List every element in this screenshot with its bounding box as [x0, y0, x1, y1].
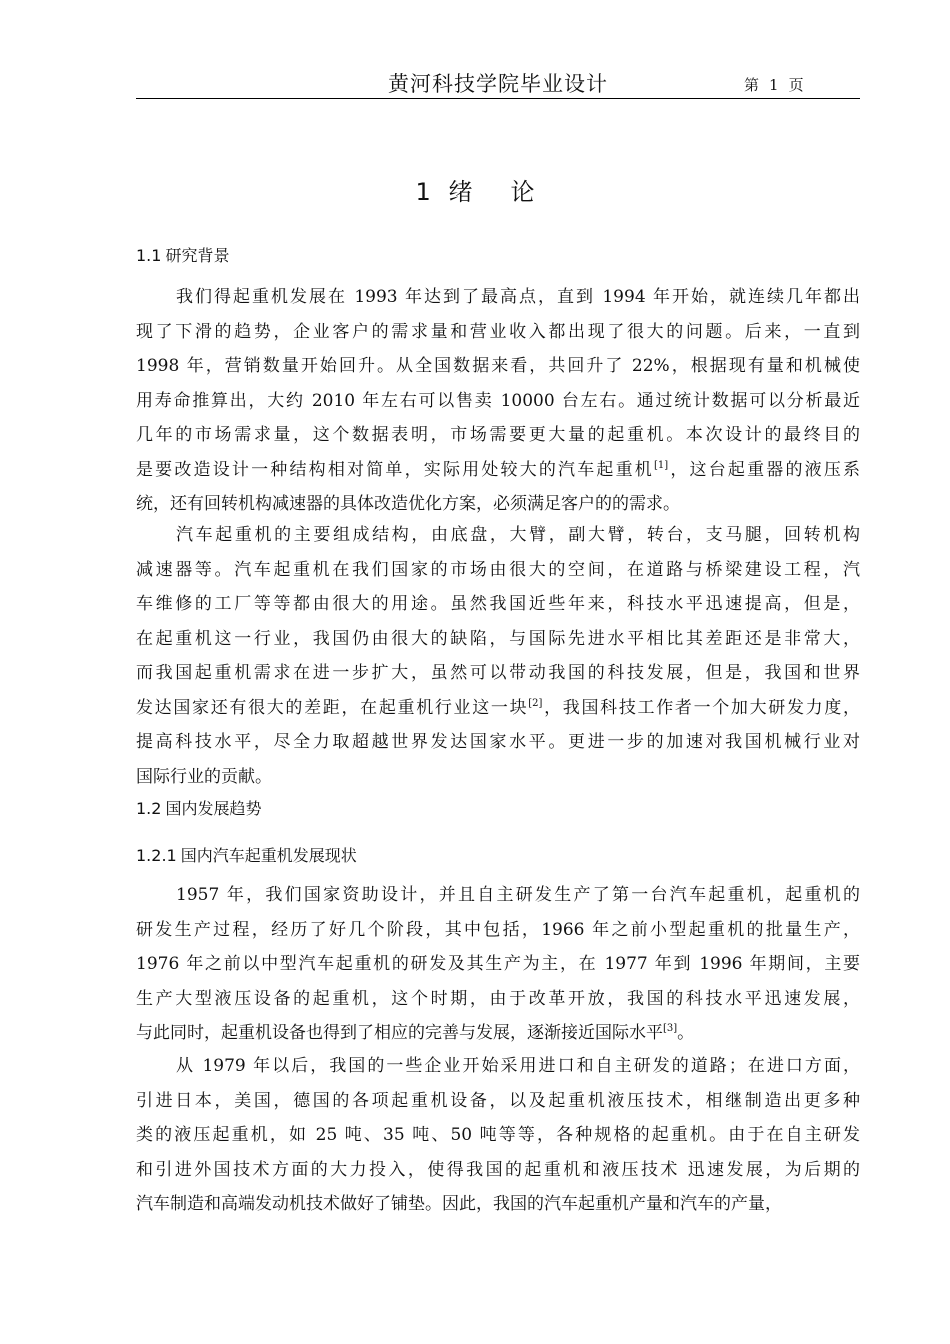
text-line: 几年的市场需求量，这个数据表明，市场需要更大量的起重机。本次设计的最终目的: [136, 425, 860, 445]
text-line: 用寿命推算出，大约 2010 年左右可以售卖 10000 台左右。通过统计数据可以分析最近: [136, 390, 860, 411]
text-line: 类的液压起重机，如 25 吨、35 吨、50 吨等等，各种规格的起重机。由于在自主研发: [136, 1125, 860, 1145]
text-line: 我们得起重机发展在 1993 年达到了最高点，直到 1994 年开始，就连续几年都出: [176, 287, 860, 307]
citation-ref: [2]: [528, 697, 543, 709]
text-line: 引进日本，美国，德国的各项起重机设备，以及起重机液压技术，相继制造出更多种: [136, 1090, 860, 1111]
text-line: 1998 年，营销数量开始回升。从全国数据来看，共回升了 22%，根据现有量和机械使: [136, 356, 860, 376]
text-line: 在起重机这一行业，我国仍由很大的缺陷，与国际先进水平相比其差距还是非常大，: [136, 628, 860, 649]
section-number: 1.2.1: [136, 846, 177, 865]
text-segment: 是要改造设计一种结构相对简单，实际用处较大的汽车起重机: [136, 459, 654, 480]
header-title: 黄河科技学院毕业设计: [388, 72, 608, 96]
page-suffix: 页: [788, 76, 804, 94]
text-line: 统，还有回转机构减速器的具体改造优化方案，必须满足客户的的需求。: [136, 494, 680, 514]
paragraph-1: [136, 280, 860, 522]
page-number: [739, 74, 809, 95]
text-line: 汽车制造和高端发动机技术做好了铺垫。因此，我国的汽车起重机产量和汽车的产量，: [136, 1194, 782, 1214]
citation-ref: [1]: [653, 459, 669, 471]
citation-ref: [3]: [663, 1023, 678, 1034]
section-number: 1.1: [136, 246, 162, 265]
page-prefix: 第: [744, 76, 760, 94]
text-segment: ，这台起重器的液压系: [668, 459, 861, 480]
section-title: 国内发展趋势: [165, 799, 262, 818]
chapter-number: 1: [415, 178, 431, 206]
text-line: 而我国起重机需求在进一步扩大，虽然可以带动我国的科技发展，但是，我国和世界: [136, 663, 860, 683]
text-line: 从 1979 年以后，我国的一些企业开始采用进口和自主研发的道路；在进口方面，: [176, 1056, 860, 1076]
section-title: 国内汽车起重机发展现状: [180, 846, 357, 865]
text-line: 车维修的工厂等等都由很大的用途。虽然我国近些年来，科技水平迅速提高，但是，: [136, 594, 860, 614]
text-line: 研发生产过程，经历了好几个阶段，其中包括，1966 年之前小型起重机的批量生产，: [136, 919, 860, 940]
paragraph-2: [136, 518, 860, 794]
text-line: 1976 年之前以中型汽车起重机的研发及其生产为主，在 1977 年到 1996 年期间，主要: [136, 954, 860, 974]
section-title: 研究背景: [165, 246, 230, 265]
text-line: 减速器等。汽车起重机在我们国家的市场由很大的空间，在道路与桥梁建设工程，汽: [136, 559, 860, 580]
text-line: [136, 691, 860, 726]
text-line: [136, 453, 860, 488]
section-heading-1-1: [136, 243, 229, 266]
text-line: [136, 1016, 860, 1051]
section-heading-1-2-1: [136, 843, 357, 866]
text-segment: ，我国科技工作者一个加大研发力度，: [542, 697, 861, 718]
chapter-title-char-1: 绪: [448, 178, 473, 206]
text-line: 汽车起重机的主要组成结构，由底盘，大臂，副大臂，转台，支马腿，回转机构: [176, 525, 860, 545]
section-number: 1.2: [136, 799, 162, 818]
paragraph-3: [136, 878, 860, 1051]
text-line: 和引进外国技术方面的大力投入，使得我国的起重机和液压技术 迅速发展，为后期的: [136, 1159, 860, 1180]
chapter-title: [0, 172, 950, 207]
page-num: 1: [769, 76, 779, 94]
text-line: 国际行业的贡献。: [136, 766, 272, 787]
text-segment: 发达国家还有很大的差距，在起重机行业这一块: [136, 697, 529, 718]
chapter-title-char-2: 论: [510, 178, 535, 206]
page-header: [136, 68, 860, 99]
paragraph-4: [136, 1049, 860, 1222]
text-segment: 与此同时，起重机设备也得到了相应的完善与发展，逐渐接近国际水平: [136, 1023, 663, 1043]
text-segment: 。: [677, 1023, 695, 1043]
section-heading-1-2: [136, 796, 261, 819]
text-line: 提高科技水平，尽全力取超越世界发达国家水平。更进一步的加速对我国机械行业对: [136, 732, 860, 752]
text-line: 1957 年，我们国家资助设计，并且自主研发生产了第一台汽车起重机，起重机的: [176, 885, 860, 905]
text-line: 生产大型液压设备的起重机，这个时期，由于改革开放，我国的科技水平迅速发展，: [136, 988, 860, 1009]
text-line: 现了下滑的趋势，企业客户的需求量和营业收入都出现了很大的问题。后来，一直到: [136, 321, 860, 342]
